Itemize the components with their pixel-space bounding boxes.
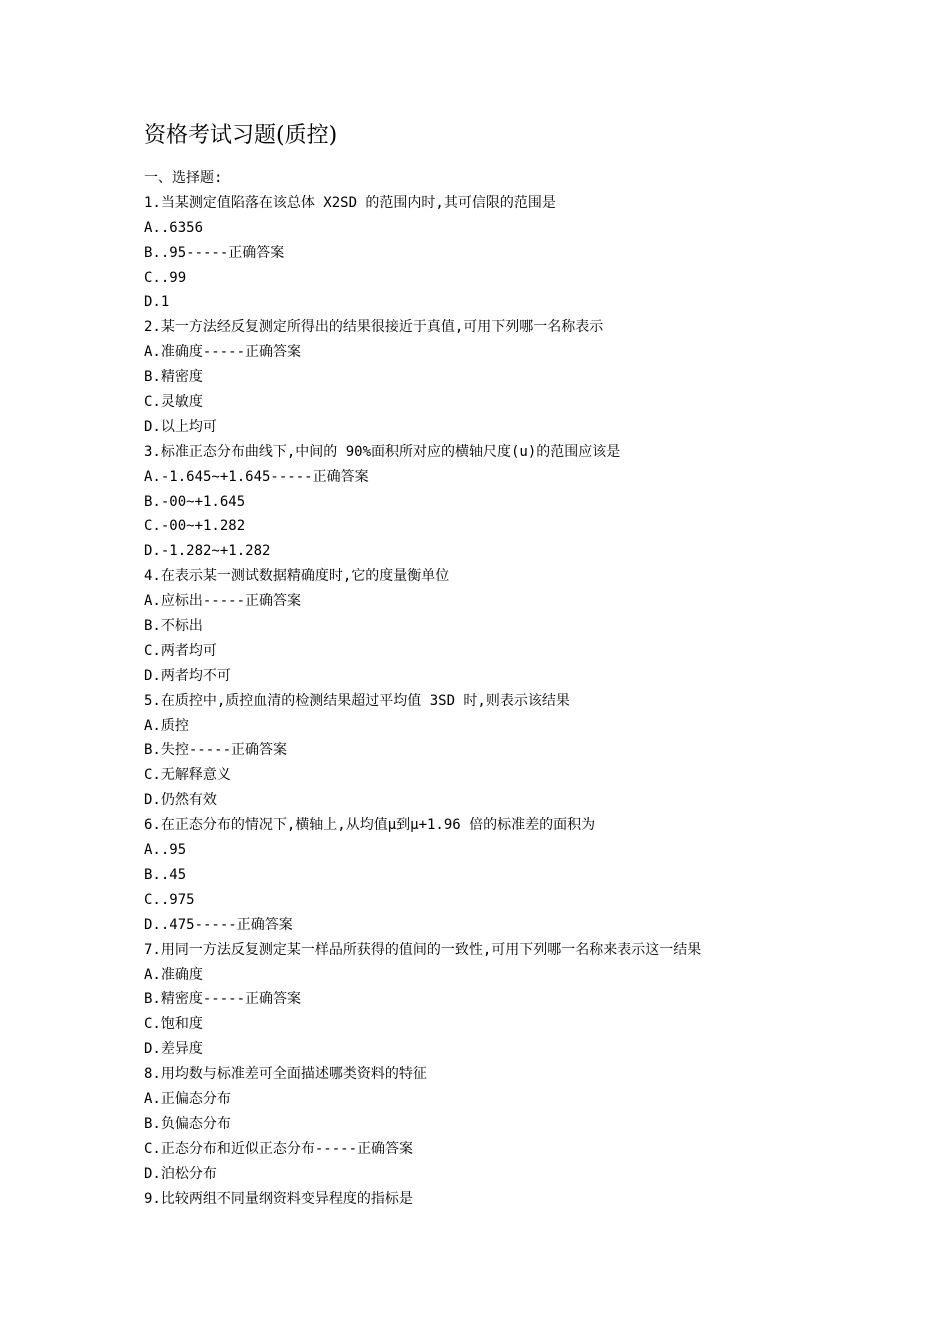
question-block-2 bbox=[144, 315, 844, 439]
option-c: C..99 bbox=[144, 269, 187, 286]
question-text: 2.某一方法经反复测定所得出的结果很接近于真值,可用下列哪一名称表示 bbox=[144, 319, 604, 336]
option-a: A..95 bbox=[144, 842, 187, 859]
option-c: C..975 bbox=[144, 891, 195, 908]
question-block-1 bbox=[144, 191, 844, 315]
question-block-9 bbox=[144, 1187, 844, 1212]
option-b: B..95-----正确答案 bbox=[144, 244, 285, 261]
question-text: 4.在表示某一测试数据精确度时,它的度量衡单位 bbox=[144, 568, 450, 585]
option-b: B.-00~+1.645 bbox=[144, 493, 246, 510]
option-c: C.两者均可 bbox=[144, 642, 217, 659]
question-block-7 bbox=[144, 938, 844, 1062]
option-a: A..6356 bbox=[144, 219, 204, 236]
question-text: 3.标准正态分布曲线下,中间的 90%面积所对应的横轴尺度(u)的范围应该是 bbox=[144, 443, 621, 460]
option-c: C.-00~+1.282 bbox=[144, 518, 246, 535]
option-b: B.精密度-----正确答案 bbox=[144, 991, 302, 1008]
option-a: A.质控 bbox=[144, 717, 189, 734]
question-text: 1.当某测定值陷落在该总体 X2SD 的范围内时,其可信限的范围是 bbox=[144, 194, 556, 211]
option-d: D.差异度 bbox=[144, 1041, 203, 1058]
question-text: 6.在正态分布的情况下,横轴上,从均值μ到μ+1.96 倍的标准差的面积为 bbox=[144, 817, 596, 834]
option-d: D.泊松分布 bbox=[144, 1165, 217, 1182]
option-c: C.饱和度 bbox=[144, 1016, 203, 1033]
question-block-8 bbox=[144, 1062, 844, 1186]
option-d: D.以上均可 bbox=[144, 418, 217, 435]
option-d: D.1 bbox=[144, 294, 170, 311]
option-a: A.准确度-----正确答案 bbox=[144, 344, 302, 361]
option-c: C.正态分布和近似正态分布-----正确答案 bbox=[144, 1140, 414, 1157]
option-b: B.负偏态分布 bbox=[144, 1115, 231, 1132]
option-b: B.精密度 bbox=[144, 369, 203, 386]
option-c: C.无解释意义 bbox=[144, 767, 231, 784]
option-b: B..45 bbox=[144, 866, 187, 883]
question-text: 8.用均数与标准差可全面描述哪类资料的特征 bbox=[144, 1066, 427, 1083]
option-d: D.仍然有效 bbox=[144, 792, 217, 809]
document-title: 资格考试习题(质控) bbox=[144, 123, 338, 148]
option-a: A.准确度 bbox=[144, 966, 203, 983]
option-b: B.失控-----正确答案 bbox=[144, 742, 288, 759]
question-text: 5.在质控中,质控血清的检测结果超过平均值 3SD 时,则表示该结果 bbox=[144, 692, 570, 709]
question-block-3 bbox=[144, 440, 844, 564]
document-body bbox=[144, 166, 844, 1211]
option-a: A.应标出-----正确答案 bbox=[144, 593, 302, 610]
question-text: 7.用同一方法反复测定某一样品所获得的值间的一致性,可用下列哪一名称来表示这一结果 bbox=[144, 941, 702, 958]
question-block-4 bbox=[144, 564, 844, 688]
option-a: A.正偏态分布 bbox=[144, 1090, 231, 1107]
option-d: D.-1.282~+1.282 bbox=[144, 543, 271, 560]
option-a: A.-1.645~+1.645-----正确答案 bbox=[144, 468, 369, 485]
question-block-6 bbox=[144, 813, 844, 937]
question-text: 9.比较两组不同量纲资料变异程度的指标是 bbox=[144, 1190, 413, 1207]
option-d: D.两者均不可 bbox=[144, 667, 231, 684]
option-c: C.灵敏度 bbox=[144, 394, 203, 411]
option-b: B.不标出 bbox=[144, 618, 203, 635]
option-d: D..475-----正确答案 bbox=[144, 916, 293, 933]
section-heading: 一、选择题: bbox=[144, 170, 223, 186]
question-block-5 bbox=[144, 689, 844, 813]
